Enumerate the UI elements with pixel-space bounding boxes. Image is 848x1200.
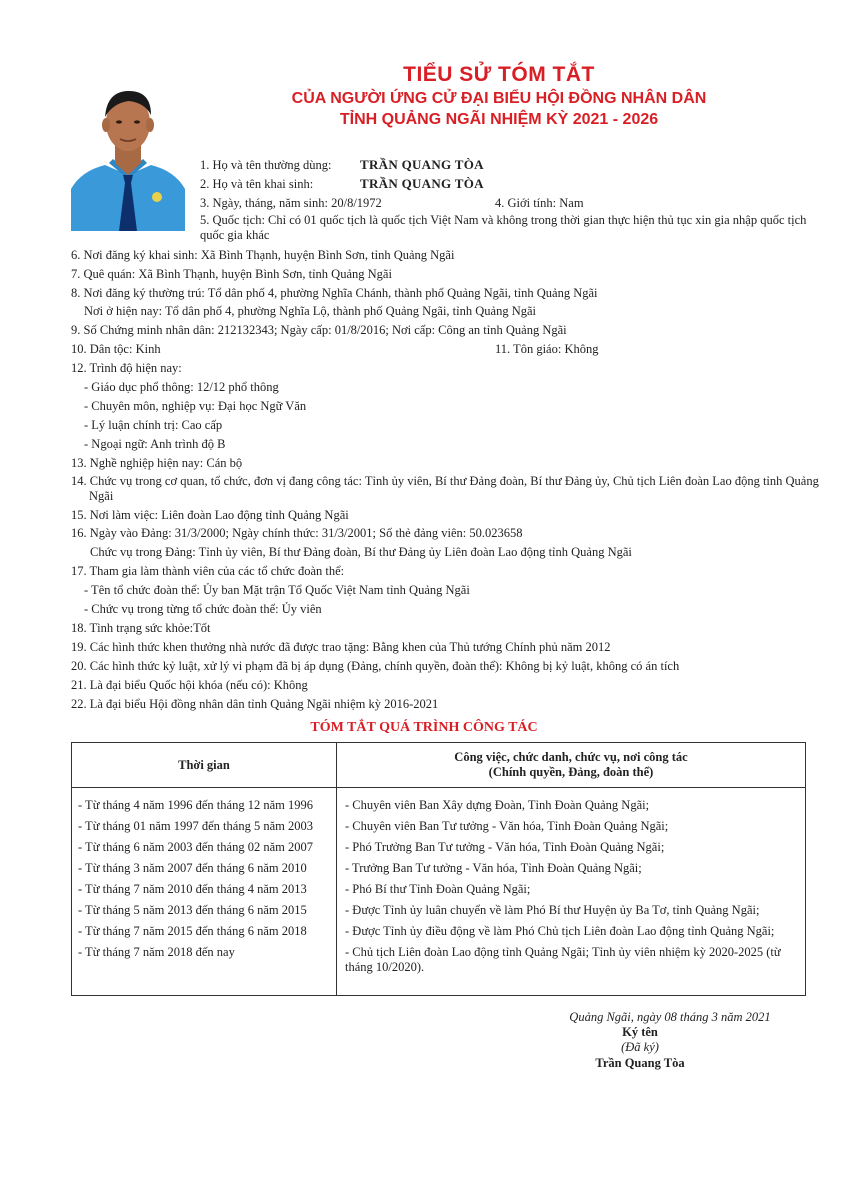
time-item: - Từ tháng 7 năm 2018 đến nay	[78, 945, 235, 959]
bio-national-assembly: 21. Là đại biểu Quốc hội khóa (nếu có): Không	[71, 678, 308, 692]
bio-political-theory: - Lý luận chính trị: Cao cấp	[84, 418, 223, 432]
bio-birth-name: TRẦN QUANG TÒA	[360, 176, 484, 191]
job-column	[337, 788, 806, 996]
doc-subtitle-2: TỈNH QUẢNG NGÃI NHIỆM KỲ 2021 - 2026	[339, 111, 659, 128]
doc-subtitle-1: CỦA NGƯỜI ỨNG CỬ ĐẠI BIỂU HỘI ĐỒNG NHÂN DÂN	[291, 90, 707, 107]
bio-education-heading: 12. Trình độ hiện nay:	[71, 361, 182, 375]
job-item: - Chủ tịch Liên đoàn Lao động tỉnh Quảng Ngãi; Tỉnh ủy viên nhiệm kỳ 2020-2025 (từ tháng 10/2020).	[345, 945, 781, 974]
bio-nationality: 5. Quốc tịch: Chỉ có 01 quốc tịch là quốc tịch Việt Nam và không trong thời gian thực hiện thủ tục xin gia nhập quốc tịch quốc gia khác	[200, 213, 807, 242]
signature-name: Trần Quang Tòa	[595, 1056, 685, 1070]
job-item: - Chuyên viên Ban Tư tưởng - Văn hóa, Tỉnh Đoàn Quảng Ngãi;	[345, 819, 669, 833]
bio-organization-position: - Chức vụ trong từng tổ chức đoàn thể: Ủy viên	[84, 602, 322, 616]
bio-ethnicity: 10. Dân tộc: Kinh	[71, 342, 161, 356]
signature-label: Ký tên	[622, 1025, 658, 1039]
bio-specialty: - Chuyên môn, nghiệp vụ: Đại học Ngữ Văn	[84, 399, 307, 413]
bio-organization-name: - Tên tổ chức đoàn thể: Ủy ban Mặt trận Tổ Quốc Việt Nam tỉnh Quảng Ngãi	[84, 583, 470, 597]
bio-foreign-language: - Ngoại ngữ: Anh trình độ B	[84, 437, 226, 451]
bio-council-member: 22. Là đại biểu Hội đồng nhân dân tỉnh Quảng Ngãi nhiệm kỳ 2016-2021	[71, 697, 439, 711]
work-history-title: TÓM TẮT QUÁ TRÌNH CÔNG TÁC	[310, 720, 538, 735]
bio-discipline: 20. Các hình thức kỷ luật, xử lý vi phạm đã bị áp dụng (Đảng, chính quyền, đoàn thể): Không bị kỷ luật, không có án tích	[71, 659, 680, 673]
table-header-row	[72, 743, 806, 788]
bio-permanent-address: 8. Nơi đăng ký thường trú: Tổ dân phố 4, phường Nghĩa Chánh, thành phố Quảng Ngãi, tỉnh Quảng Ngãi	[71, 286, 598, 300]
bio-line-2-label: 2. Họ và tên khai sinh:	[200, 177, 314, 191]
job-item: - Được Tỉnh ủy luân chuyển về làm Phó Bí thư Huyện ủy Ba Tơ, tỉnh Quảng Ngãi;	[345, 903, 760, 917]
bio-party-join: 16. Ngày vào Đảng: 31/3/2000; Ngày chính thức: 31/3/2001; Số thẻ đảng viên: 50.023658	[71, 526, 523, 540]
bio-current-address: Nơi ở hiện nay: Tổ dân phố 4, phường Nghĩa Lộ, thành phố Quảng Ngãi, tỉnh Quảng Ngãi	[84, 304, 537, 318]
work-history-table	[71, 742, 806, 996]
time-column	[72, 788, 337, 996]
col-time-header: Thời gian	[72, 743, 337, 788]
doc-title: TIỂU SỬ TÓM TẮT	[403, 63, 595, 86]
bio-line-1-label: 1. Họ và tên thường dùng:	[200, 158, 332, 172]
time-item: - Từ tháng 7 năm 2010 đến tháng 4 năm 2013	[78, 882, 307, 896]
bio-workplace: 15. Nơi làm việc: Liên đoàn Lao động tỉnh Quảng Ngãi	[71, 508, 349, 522]
job-item: - Chuyên viên Ban Xây dựng Đoàn, Tỉnh Đoàn Quảng Ngãi;	[345, 798, 650, 812]
bio-id-card: 9. Số Chứng minh nhân dân: 212132343; Ngày cấp: 01/8/2016; Nơi cấp: Công an tỉnh Quảng Ngãi	[71, 323, 567, 337]
col-job-header	[337, 743, 806, 788]
col-job-header-line-2: (Chính quyền, Đảng, đoàn thể)	[488, 765, 654, 779]
job-item: - Phó Trưởng Ban Tư tưởng - Văn hóa, Tỉnh Đoàn Quảng Ngãi;	[345, 840, 665, 854]
time-item: - Từ tháng 01 năm 1997 đến tháng 5 năm 2003	[78, 819, 313, 833]
time-item: - Từ tháng 6 năm 2003 đến tháng 02 năm 2007	[78, 840, 313, 854]
job-item: - Được Tỉnh ủy điều động về làm Phó Chủ tịch Liên đoàn Lao động tỉnh Quảng Ngãi;	[345, 924, 775, 938]
time-item: - Từ tháng 4 năm 1996 đến tháng 12 năm 1996	[78, 798, 313, 812]
time-item: - Từ tháng 5 năm 2013 đến tháng 6 năm 2015	[78, 903, 307, 917]
bio-hometown: 7. Quê quán: Xã Bình Thạnh, huyện Bình Sơn, tỉnh Quảng Ngãi	[71, 267, 392, 281]
table-row	[72, 788, 806, 996]
job-item: - Phó Bí thư Tỉnh Đoàn Quảng Ngãi;	[345, 882, 531, 896]
bio-birth-registration: 6. Nơi đăng ký khai sinh: Xã Bình Thạnh, huyện Bình Sơn, tỉnh Quảng Ngãi	[71, 248, 455, 262]
col-job-header-line-1: Công việc, chức danh, chức vụ, nơi công tác	[454, 750, 688, 764]
portrait-illustration	[71, 79, 185, 231]
bio-birth-date: 3. Ngày, tháng, năm sinh: 20/8/1972	[200, 196, 382, 210]
bio-occupation: 13. Nghề nghiệp hiện nay: Cán bộ	[71, 456, 243, 470]
bio-awards: 19. Các hình thức khen thưởng nhà nước đã được trao tặng: Bằng khen của Thủ tướng Chính phủ năm 2012	[71, 640, 611, 654]
bio-organizations-heading: 17. Tham gia làm thành viên của các tổ chức đoàn thể:	[71, 564, 345, 578]
bio-religion: 11. Tôn giáo: Không	[495, 342, 599, 356]
candidate-photo	[71, 79, 185, 231]
bio-common-name: TRẦN QUANG TÒA	[360, 157, 484, 172]
bio-position: 14. Chức vụ trong cơ quan, tổ chức, đơn vị đang công tác: Tỉnh ủy viên, Bí thư Đảng đoàn, Bí thư Đảng ủy, Chủ tịch Liên đoàn Lao động tỉnh Quảng Ngãi	[71, 474, 819, 503]
time-item: - Từ tháng 7 năm 2015 đến tháng 6 năm 2018	[78, 924, 307, 938]
signature-place-date: Quảng Ngãi, ngày 08 tháng 3 năm 2021	[569, 1010, 771, 1024]
bio-party-position: Chức vụ trong Đảng: Tỉnh ủy viên, Bí thư Đảng đoàn, Bí thư Đảng ủy Liên đoàn Lao động tỉnh Quảng Ngãi	[90, 545, 632, 559]
bio-general-education: - Giáo dục phổ thông: 12/12 phổ thông	[84, 380, 279, 394]
time-item: - Từ tháng 3 năm 2007 đến tháng 6 năm 2010	[78, 861, 307, 875]
job-item: - Trưởng Ban Tư tưởng - Văn hóa, Tỉnh Đoàn Quảng Ngãi;	[345, 861, 642, 875]
bio-gender: 4. Giới tính: Nam	[495, 196, 584, 210]
signature-note: (Đã ký)	[621, 1040, 659, 1054]
bio-health: 18. Tình trạng sức khỏe:Tốt	[71, 621, 211, 635]
